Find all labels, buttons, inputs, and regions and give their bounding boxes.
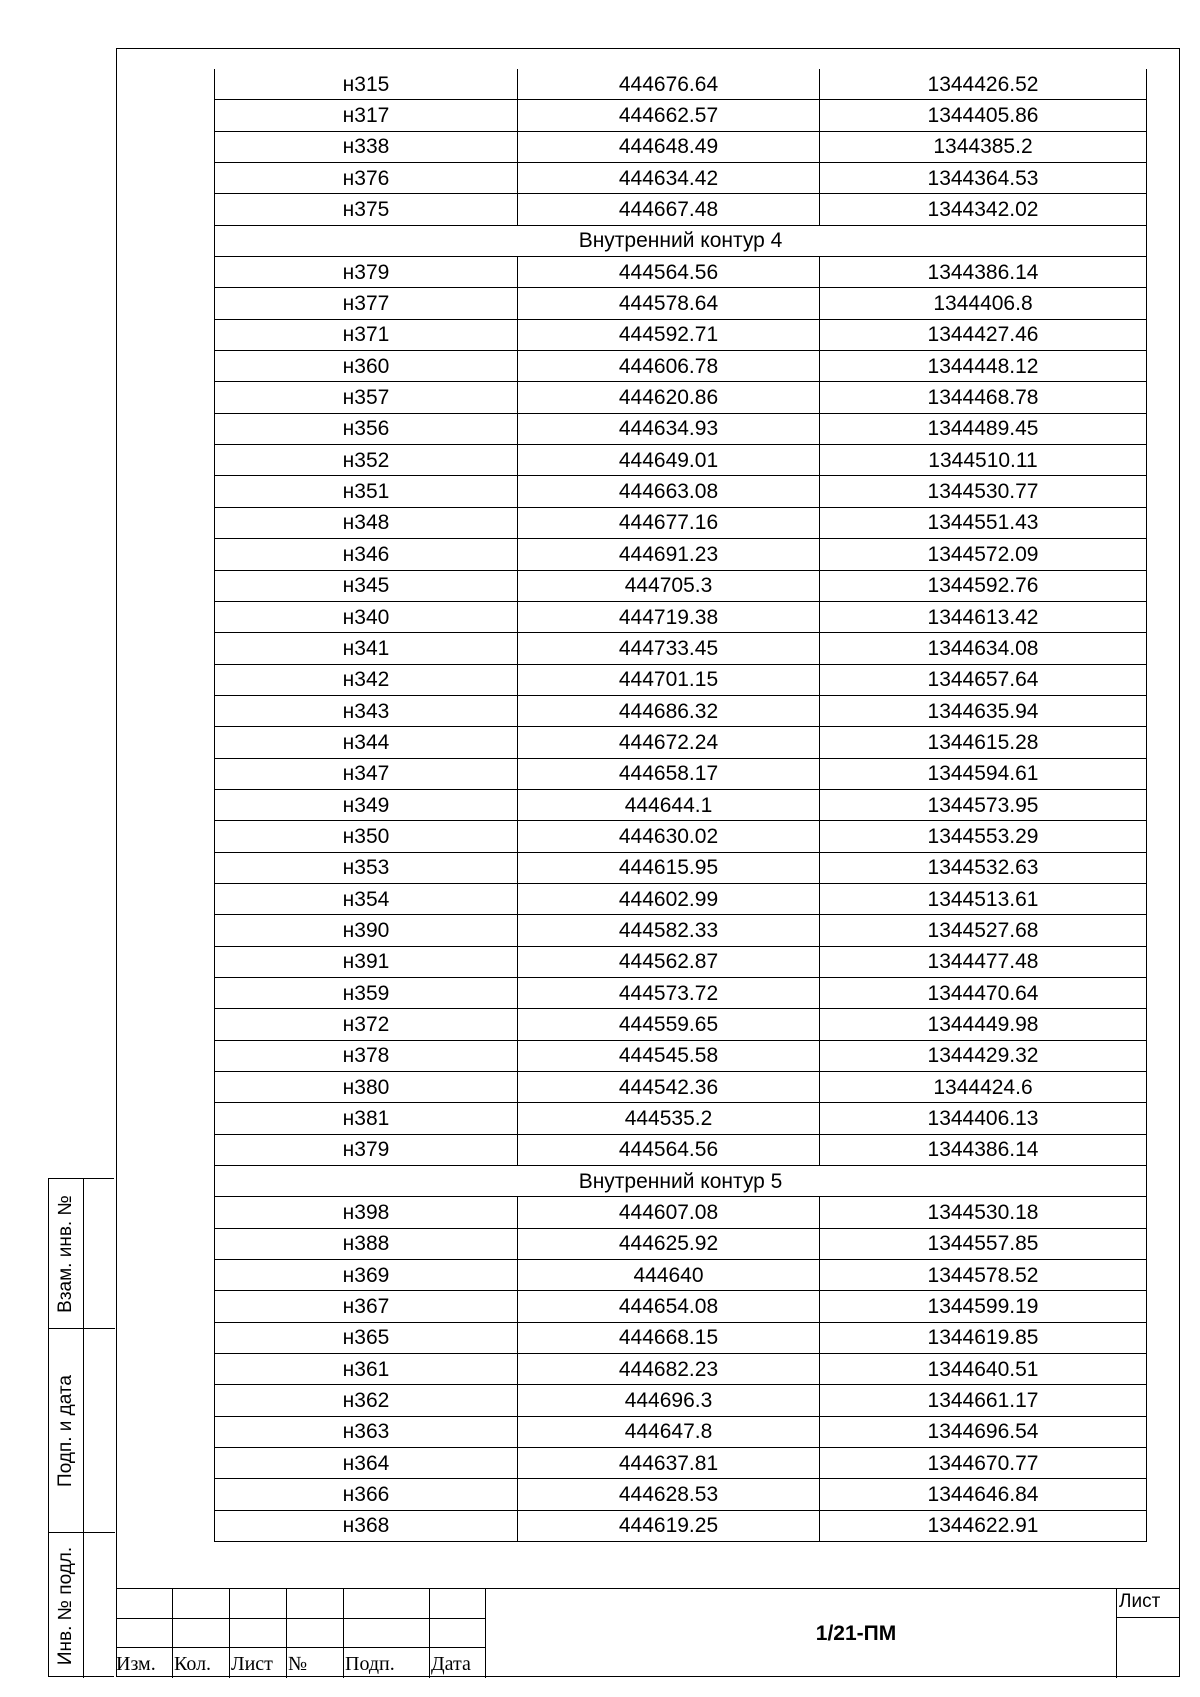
x-coordinate-cell: 444677.16 — [518, 507, 820, 538]
table-row — [215, 946, 1147, 977]
y-coordinate-cell: 1344386.14 — [820, 257, 1147, 288]
tb-hline-1 — [116, 1618, 486, 1619]
y-coordinate-cell: 1344592.76 — [820, 570, 1147, 601]
y-coordinate-cell: 1344364.53 — [820, 163, 1147, 194]
title-block-grid — [116, 1589, 486, 1678]
y-coordinate-cell: 1344406.8 — [820, 288, 1147, 319]
table-row — [215, 758, 1147, 789]
x-coordinate-cell: 444644.1 — [518, 789, 820, 820]
y-coordinate-cell: 1344615.28 — [820, 727, 1147, 758]
point-name-cell: н357 — [215, 382, 518, 413]
section-row — [215, 225, 1147, 256]
table-row — [215, 445, 1147, 476]
y-coordinate-cell: 1344342.02 — [820, 194, 1147, 225]
table-row — [215, 1040, 1147, 1071]
tb-label-data: Дата — [431, 1653, 471, 1675]
x-coordinate-cell: 444535.2 — [518, 1103, 820, 1134]
side-stamp-vzam-value — [83, 1179, 115, 1329]
point-name-cell: н361 — [215, 1354, 518, 1385]
point-name-cell: н350 — [215, 821, 518, 852]
y-coordinate-cell: 1344510.11 — [820, 445, 1147, 476]
coordinates-table-body — [215, 69, 1147, 1542]
point-name-cell: н376 — [215, 163, 518, 194]
y-coordinate-cell: 1344527.68 — [820, 915, 1147, 946]
side-stamp-podp-cell — [49, 1329, 83, 1533]
table-row — [215, 789, 1147, 820]
table-row — [215, 382, 1147, 413]
x-coordinate-cell: 444686.32 — [518, 695, 820, 726]
y-coordinate-cell: 1344572.09 — [820, 539, 1147, 570]
tb-col-podp — [344, 1589, 430, 1678]
x-coordinate-cell: 444676.64 — [518, 69, 820, 100]
point-name-cell: н353 — [215, 852, 518, 883]
y-coordinate-cell: 1344449.98 — [820, 1009, 1147, 1040]
table-row — [215, 1134, 1147, 1165]
table-row — [215, 1354, 1147, 1385]
x-coordinate-cell: 444654.08 — [518, 1291, 820, 1322]
x-coordinate-cell: 444602.99 — [518, 883, 820, 914]
y-coordinate-cell: 1344557.85 — [820, 1228, 1147, 1259]
point-name-cell: н344 — [215, 727, 518, 758]
x-coordinate-cell: 444615.95 — [518, 852, 820, 883]
x-coordinate-cell: 444628.53 — [518, 1479, 820, 1510]
point-name-cell: н317 — [215, 100, 518, 131]
x-coordinate-cell: 444582.33 — [518, 915, 820, 946]
table-row — [215, 539, 1147, 570]
table-row — [215, 1510, 1147, 1541]
tb-label-list: Лист — [231, 1653, 273, 1675]
x-coordinate-cell: 444578.64 — [518, 288, 820, 319]
y-coordinate-cell: 1344670.77 — [820, 1448, 1147, 1479]
table-row — [215, 288, 1147, 319]
x-coordinate-cell: 444719.38 — [518, 601, 820, 632]
y-coordinate-cell: 1344657.64 — [820, 664, 1147, 695]
point-name-cell: н340 — [215, 601, 518, 632]
table-row — [215, 1197, 1147, 1228]
document-code: 1/21-ПМ — [815, 1621, 897, 1645]
point-name-cell: н375 — [215, 194, 518, 225]
table-row — [215, 570, 1147, 601]
x-coordinate-cell: 444606.78 — [518, 351, 820, 382]
tb-col-data — [430, 1589, 486, 1678]
y-coordinate-cell: 1344530.18 — [820, 1197, 1147, 1228]
point-name-cell: н354 — [215, 883, 518, 914]
table-row — [215, 1448, 1147, 1479]
table-row — [215, 664, 1147, 695]
table-row — [215, 476, 1147, 507]
point-name-cell: н398 — [215, 1197, 518, 1228]
point-name-cell: н346 — [215, 539, 518, 570]
y-coordinate-cell: 1344553.29 — [820, 821, 1147, 852]
side-stamp-inv-cell — [49, 1533, 83, 1678]
sheet-divider — [1117, 1617, 1180, 1618]
tb-col-izm — [116, 1589, 173, 1678]
title-block — [116, 1588, 1180, 1677]
y-coordinate-cell: 1344696.54 — [820, 1416, 1147, 1447]
x-coordinate-cell: 444607.08 — [518, 1197, 820, 1228]
table-row — [215, 69, 1147, 100]
y-coordinate-cell: 1344427.46 — [820, 319, 1147, 350]
point-name-cell: н315 — [215, 69, 518, 100]
table-row — [215, 1072, 1147, 1103]
y-coordinate-cell: 1344385.2 — [820, 131, 1147, 162]
y-coordinate-cell: 1344594.61 — [820, 758, 1147, 789]
y-coordinate-cell: 1344477.48 — [820, 946, 1147, 977]
x-coordinate-cell: 444658.17 — [518, 758, 820, 789]
x-coordinate-cell: 444672.24 — [518, 727, 820, 758]
y-coordinate-cell: 1344530.77 — [820, 476, 1147, 507]
tb-label-izm: Изм. — [116, 1653, 156, 1675]
x-coordinate-cell: 444640 — [518, 1260, 820, 1291]
side-stamp — [48, 1178, 114, 1677]
table-row — [215, 1322, 1147, 1353]
table-row — [215, 633, 1147, 664]
y-coordinate-cell: 1344429.32 — [820, 1040, 1147, 1071]
side-stamp-podp-label: Подп. и дата — [55, 1374, 76, 1487]
point-name-cell: н379 — [215, 257, 518, 288]
tb-hline-2 — [116, 1647, 486, 1648]
point-name-cell: н343 — [215, 695, 518, 726]
y-coordinate-cell: 1344640.51 — [820, 1354, 1147, 1385]
x-coordinate-cell: 444663.08 — [518, 476, 820, 507]
coordinates-table-wrap — [214, 69, 1143, 1542]
point-name-cell: н338 — [215, 131, 518, 162]
table-row — [215, 1103, 1147, 1134]
point-name-cell: н369 — [215, 1260, 518, 1291]
x-coordinate-cell: 444630.02 — [518, 821, 820, 852]
x-coordinate-cell: 444559.65 — [518, 1009, 820, 1040]
table-row — [215, 1291, 1147, 1322]
table-row — [215, 601, 1147, 632]
tb-col-list — [230, 1589, 287, 1678]
point-name-cell: н345 — [215, 570, 518, 601]
table-row — [215, 1260, 1147, 1291]
table-row — [215, 915, 1147, 946]
point-name-cell: н351 — [215, 476, 518, 507]
sheet-label: Лист — [1119, 1591, 1161, 1612]
point-name-cell: н372 — [215, 1009, 518, 1040]
table-row — [215, 413, 1147, 444]
table-row — [215, 351, 1147, 382]
point-name-cell: н356 — [215, 413, 518, 444]
y-coordinate-cell: 1344448.12 — [820, 351, 1147, 382]
point-name-cell: н352 — [215, 445, 518, 476]
x-coordinate-cell: 444662.57 — [518, 100, 820, 131]
table-row — [215, 131, 1147, 162]
table-row — [215, 319, 1147, 350]
y-coordinate-cell: 1344578.52 — [820, 1260, 1147, 1291]
point-name-cell: н388 — [215, 1228, 518, 1259]
point-name-cell: н368 — [215, 1510, 518, 1541]
point-name-cell: н381 — [215, 1103, 518, 1134]
side-stamp-vzam-label: Взам. инв. № — [55, 1194, 76, 1313]
table-row — [215, 695, 1147, 726]
x-coordinate-cell: 444620.86 — [518, 382, 820, 413]
point-name-cell: н391 — [215, 946, 518, 977]
y-coordinate-cell: 1344613.42 — [820, 601, 1147, 632]
y-coordinate-cell: 1344573.95 — [820, 789, 1147, 820]
sheet-box — [1116, 1589, 1180, 1678]
point-name-cell: н341 — [215, 633, 518, 664]
x-coordinate-cell: 444705.3 — [518, 570, 820, 601]
y-coordinate-cell: 1344386.14 — [820, 1134, 1147, 1165]
tb-col-num — [287, 1589, 344, 1678]
tb-label-podp: Подп. — [345, 1653, 395, 1675]
y-coordinate-cell: 1344513.61 — [820, 883, 1147, 914]
table-row — [215, 977, 1147, 1008]
point-name-cell: н377 — [215, 288, 518, 319]
side-stamp-inv-label: Инв. № подл. — [55, 1546, 76, 1665]
table-row — [215, 1479, 1147, 1510]
x-coordinate-cell: 444648.49 — [518, 131, 820, 162]
table-row — [215, 883, 1147, 914]
tb-label-num: № — [288, 1653, 308, 1675]
tb-label-kol: Кол. — [174, 1653, 212, 1675]
table-row — [215, 1416, 1147, 1447]
x-coordinate-cell: 444701.15 — [518, 664, 820, 695]
y-coordinate-cell: 1344532.63 — [820, 852, 1147, 883]
y-coordinate-cell: 1344426.52 — [820, 69, 1147, 100]
section-row — [215, 1166, 1147, 1197]
y-coordinate-cell: 1344634.08 — [820, 633, 1147, 664]
coordinates-table — [214, 69, 1147, 1542]
x-coordinate-cell: 444564.56 — [518, 257, 820, 288]
y-coordinate-cell: 1344622.91 — [820, 1510, 1147, 1541]
table-row — [215, 821, 1147, 852]
x-coordinate-cell: 444649.01 — [518, 445, 820, 476]
y-coordinate-cell: 1344470.64 — [820, 977, 1147, 1008]
side-stamp-inv-value — [83, 1533, 115, 1678]
point-name-cell: н364 — [215, 1448, 518, 1479]
x-coordinate-cell: 444637.81 — [518, 1448, 820, 1479]
x-coordinate-cell: 444545.58 — [518, 1040, 820, 1071]
point-name-cell: н362 — [215, 1385, 518, 1416]
point-name-cell: н348 — [215, 507, 518, 538]
point-name-cell: н365 — [215, 1322, 518, 1353]
y-coordinate-cell: 1344619.85 — [820, 1322, 1147, 1353]
x-coordinate-cell: 444592.71 — [518, 319, 820, 350]
point-name-cell: н390 — [215, 915, 518, 946]
x-coordinate-cell: 444696.3 — [518, 1385, 820, 1416]
x-coordinate-cell: 444733.45 — [518, 633, 820, 664]
table-row — [215, 1009, 1147, 1040]
table-row — [215, 1385, 1147, 1416]
table-row — [215, 257, 1147, 288]
y-coordinate-cell: 1344635.94 — [820, 695, 1147, 726]
x-coordinate-cell: 444542.36 — [518, 1072, 820, 1103]
y-coordinate-cell: 1344406.13 — [820, 1103, 1147, 1134]
side-stamp-vzam-cell — [49, 1179, 83, 1329]
table-row — [215, 100, 1147, 131]
x-coordinate-cell: 444668.15 — [518, 1322, 820, 1353]
x-coordinate-cell: 444691.23 — [518, 539, 820, 570]
x-coordinate-cell: 444562.87 — [518, 946, 820, 977]
point-name-cell: н347 — [215, 758, 518, 789]
side-stamp-podp-value — [83, 1329, 115, 1533]
x-coordinate-cell: 444634.93 — [518, 413, 820, 444]
y-coordinate-cell: 1344424.6 — [820, 1072, 1147, 1103]
x-coordinate-cell: 444667.48 — [518, 194, 820, 225]
tb-col-kol — [173, 1589, 230, 1678]
x-coordinate-cell: 444625.92 — [518, 1228, 820, 1259]
point-name-cell: н359 — [215, 977, 518, 1008]
point-name-cell: н380 — [215, 1072, 518, 1103]
point-name-cell: н342 — [215, 664, 518, 695]
point-name-cell: н349 — [215, 789, 518, 820]
table-row — [215, 727, 1147, 758]
y-coordinate-cell: 1344661.17 — [820, 1385, 1147, 1416]
y-coordinate-cell: 1344551.43 — [820, 507, 1147, 538]
table-row — [215, 194, 1147, 225]
table-row — [215, 1228, 1147, 1259]
x-coordinate-cell: 444647.8 — [518, 1416, 820, 1447]
point-name-cell: н371 — [215, 319, 518, 350]
y-coordinate-cell: 1344405.86 — [820, 100, 1147, 131]
section-title: Внутренний контур 4 — [215, 225, 1147, 256]
point-name-cell: н367 — [215, 1291, 518, 1322]
y-coordinate-cell: 1344599.19 — [820, 1291, 1147, 1322]
x-coordinate-cell: 444634.42 — [518, 163, 820, 194]
section-title: Внутренний контур 5 — [215, 1166, 1147, 1197]
point-name-cell: н379 — [215, 1134, 518, 1165]
x-coordinate-cell: 444682.23 — [518, 1354, 820, 1385]
x-coordinate-cell: 444619.25 — [518, 1510, 820, 1541]
x-coordinate-cell: 444573.72 — [518, 977, 820, 1008]
y-coordinate-cell: 1344468.78 — [820, 382, 1147, 413]
y-coordinate-cell: 1344489.45 — [820, 413, 1147, 444]
table-row — [215, 507, 1147, 538]
x-coordinate-cell: 444564.56 — [518, 1134, 820, 1165]
point-name-cell: н363 — [215, 1416, 518, 1447]
y-coordinate-cell: 1344646.84 — [820, 1479, 1147, 1510]
table-row — [215, 852, 1147, 883]
table-row — [215, 163, 1147, 194]
point-name-cell: н366 — [215, 1479, 518, 1510]
point-name-cell: н378 — [215, 1040, 518, 1071]
point-name-cell: н360 — [215, 351, 518, 382]
